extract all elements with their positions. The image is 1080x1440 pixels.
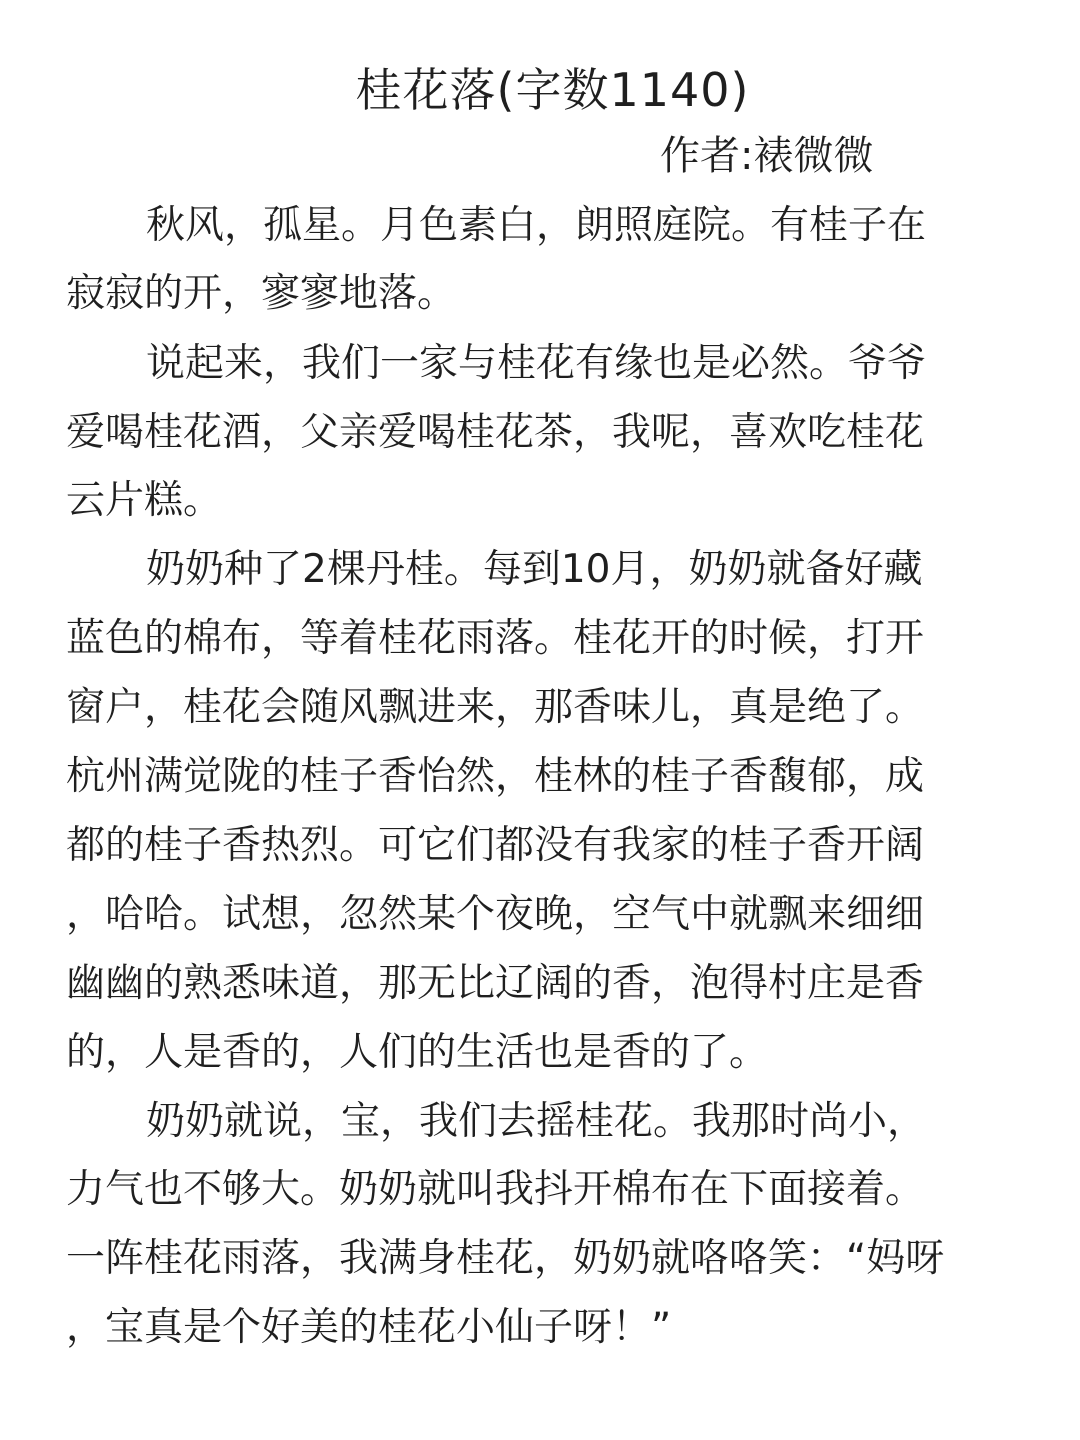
text-line: 云片糕。 [66, 478, 223, 523]
text-line: 一阵桂花雨落，我满身桂花，奶奶就咯咯笑：“妈呀 [66, 1236, 945, 1281]
text-line: ，哈哈。试想，忽然某个夜晚，空气中就飘来细细 [66, 892, 925, 937]
author-line: 作者:裱微微 [660, 133, 874, 179]
text-line: 都的桂子香热烈。可它们都没有我家的桂子香开阔 [66, 823, 925, 868]
text-line: 爱喝桂花酒，父亲爱喝桂花茶，我呢，喜欢吃桂花 [66, 410, 925, 455]
text-line: 寂寂的开，寥寥地落。 [66, 271, 457, 316]
text-line: 力气也不够大。奶奶就叫我抖开棉布在下面接着。 [66, 1167, 925, 1212]
text-line: ，宝真是个好美的桂花小仙子呀！” [66, 1305, 672, 1350]
text-line: 奶奶就说，宝，我们去摇桂花。我那时尚小， [146, 1099, 927, 1144]
document-title: 桂花落(字数1140) [355, 63, 750, 117]
text-line: 幽幽的熟悉味道，那无比辽阔的香，泡得村庄是香 [66, 961, 925, 1006]
text-line: 杭州满觉陇的桂子香怡然，桂林的桂子香馥郁，成 [66, 754, 925, 799]
text-line: 奶奶种了2棵丹桂。每到10月，奶奶就备好藏 [146, 547, 923, 592]
text-line: 秋风，孤星。月色素白，朗照庭院。有桂子在 [146, 203, 927, 248]
text-line: 的，人是香的，人们的生活也是香的了。 [66, 1030, 769, 1075]
text-line: 窗户，桂花会随风飘进来，那香味儿，真是绝了。 [66, 685, 925, 730]
text-line: 蓝色的棉布，等着桂花雨落。桂花开的时候，打开 [66, 616, 925, 661]
text-line: 说起来，我们一家与桂花有缘也是必然。爷爷 [146, 341, 927, 386]
